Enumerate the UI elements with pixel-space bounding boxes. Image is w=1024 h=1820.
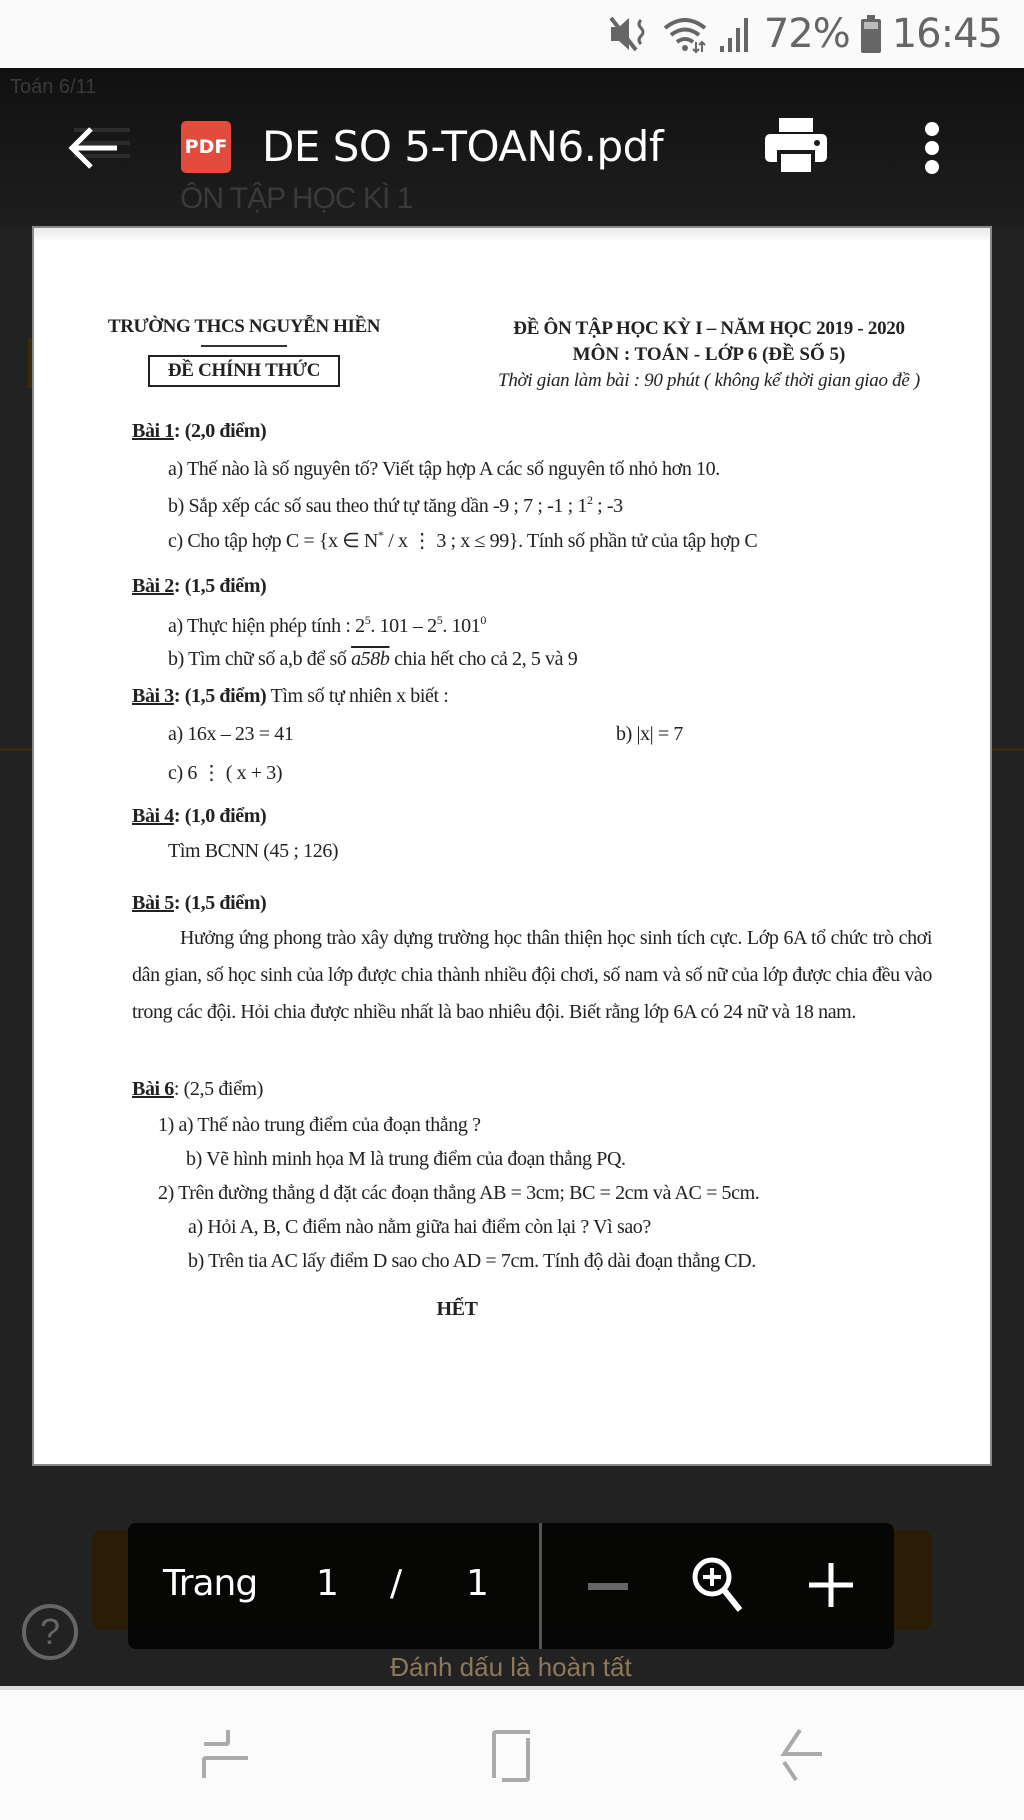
page-label: Trang (163, 1563, 258, 1604)
question-6-2: 2) Trên đường thẳng d đặt các đoạn thẳng AB = 3cm; BC = 2cm và AC = 5cm. (158, 1182, 760, 1204)
exam-subject: MÔN : TOÁN - LỚP 6 (ĐỀ SỐ 5) (572, 344, 846, 365)
exam-header (439, 316, 979, 394)
exam-title: ĐỀ ÔN TẬP HỌC KỲ I – NĂM HỌC 2019 - 2020 (513, 318, 905, 339)
question-6-2b: b) Trên tia AC lấy điểm D sao cho AD = 7cm. Tính độ dài đoạn thẳng CD. (188, 1250, 756, 1272)
question-1b: b) Sắp xếp các số sau theo thứ tự tăng dần -9 ; 7 ; -1 ; $1^2$ ; -3 (168, 493, 623, 517)
question-3b: b) |x| = 7 (616, 723, 683, 745)
system-nav-bar (0, 1686, 1024, 1820)
page-zoom-toolbar (128, 1523, 894, 1649)
pdf-page[interactable] (34, 228, 990, 1464)
current-page[interactable]: 1 (316, 1563, 339, 1604)
question-6-1b: b) Vẽ hình minh họa M là trung điểm của đoạn thẳng PQ. (186, 1148, 626, 1170)
background-subtitle: Toán 6/11 (10, 76, 97, 98)
question-1a: a) Thế nào là số nguyên tố? Viết tập hợp A các số nguyên tố nhỏ hơn 10. (168, 458, 720, 480)
zoom-button[interactable] (688, 1553, 748, 1619)
recent-apps-icon (196, 1728, 256, 1788)
file-title: DE SO 5-TOAN6.pdf (262, 122, 664, 171)
help-button[interactable] (22, 1604, 78, 1660)
minus-icon (578, 1561, 638, 1611)
page-separator: / (390, 1563, 403, 1604)
divider (201, 345, 287, 347)
divider (539, 1523, 542, 1649)
total-pages: 1 (466, 1563, 489, 1604)
printer-icon (765, 118, 827, 176)
question-3-heading: Bài 3: (1,5 điểm) Tìm số tự nhiên x biết : (132, 685, 449, 707)
question-1-heading: Bài 1: (2,0 điểm) (132, 420, 267, 442)
arrow-left-icon (67, 126, 119, 170)
signal-icon (718, 14, 754, 54)
question-6-2a: a) Hỏi A, B, C điểm nào nằm giữa hai điểm còn lại ? Vì sao? (188, 1216, 651, 1238)
question-4-text: Tìm BCNN (45 ; 126) (168, 840, 339, 862)
help-icon: ? (39, 1611, 61, 1652)
school-header (104, 316, 384, 387)
question-2-heading: Bài 2: (1,5 điểm) (132, 575, 267, 597)
background-title: ÔN TẬP HỌC KÌ 1 (180, 182, 413, 215)
question-1c: c) Cho tập hợp C = {x ∈ N* / x ⋮ 3 ; x ≤ 99}. Tính số phần tử của tập hợp C (168, 528, 758, 552)
back-nav-button[interactable] (776, 1728, 836, 1788)
print-button[interactable] (765, 118, 827, 176)
status-bar (0, 0, 1024, 68)
zoom-in-button[interactable] (803, 1557, 859, 1613)
home-button[interactable] (486, 1728, 546, 1788)
more-dot-icon (925, 160, 939, 174)
pdf-file-icon: PDF (181, 121, 231, 173)
question-6-1a: 1) a) Thế nào trung điểm của đoạn thẳng ? (158, 1114, 481, 1136)
end-marker: HẾT (436, 1298, 478, 1320)
plus-icon (803, 1557, 859, 1613)
battery-icon (860, 14, 882, 54)
zoom-out-button[interactable] (578, 1561, 638, 1611)
question-5-text: Hưởng ứng phong trào xây dựng trường học thân thiện học sinh tích cực. Lớp 6A tổ chức trò chơi dân gian, số học sinh của lớp được chia thành nhiều đội chơi, số nam và số nữ của lớp được chia đều vào trong các đội. Hỏi chia được nhiều nhất là bao nhiêu đội. Biết rằng lớp 6A có 24 nữ và 18 nam. (132, 927, 932, 1023)
mute-vibrate-icon (608, 14, 652, 54)
more-options-button[interactable] (915, 116, 949, 180)
magnifier-plus-icon (688, 1553, 748, 1619)
official-exam-label: ĐỀ CHÍNH THỨC (148, 355, 340, 387)
background-complete-label: Đánh dấu là hoàn tất (390, 1652, 632, 1682)
question-2b: b) Tìm chữ số a,b để số a58b chia hết cho cả 2, 5 và 9 (168, 648, 578, 670)
back-icon (776, 1728, 836, 1788)
question-3a: a) 16x – 23 = 41 (168, 723, 294, 745)
more-dot-icon (925, 141, 939, 155)
battery-percent: 72% (763, 11, 850, 57)
wifi-icon (662, 14, 708, 54)
more-dot-icon (925, 122, 939, 136)
recent-apps-button[interactable] (196, 1728, 256, 1788)
question-4-heading: Bài 4: (1,0 điểm) (132, 805, 267, 827)
back-button[interactable] (58, 113, 128, 183)
question-6-heading: Bài 6: (2,5 điểm) (132, 1078, 263, 1100)
question-5-heading: Bài 5: (1,5 điểm) (132, 892, 267, 914)
question-3c: c) 6 ⋮ ( x + 3) (168, 762, 283, 784)
exam-time: Thời gian làm bài : 90 phút ( không kể thời gian giao đề ) (498, 370, 920, 391)
app-bar (0, 68, 1024, 228)
home-icon (486, 1728, 546, 1788)
clock: 16:45 (891, 11, 1002, 57)
question-2a: a) Thực hiện phép tính : $2^5$. $101 - 2^5$. $101^0$ (168, 613, 486, 637)
school-name: TRƯỜNG THCS NGUYỄN HIỀN (107, 316, 381, 337)
